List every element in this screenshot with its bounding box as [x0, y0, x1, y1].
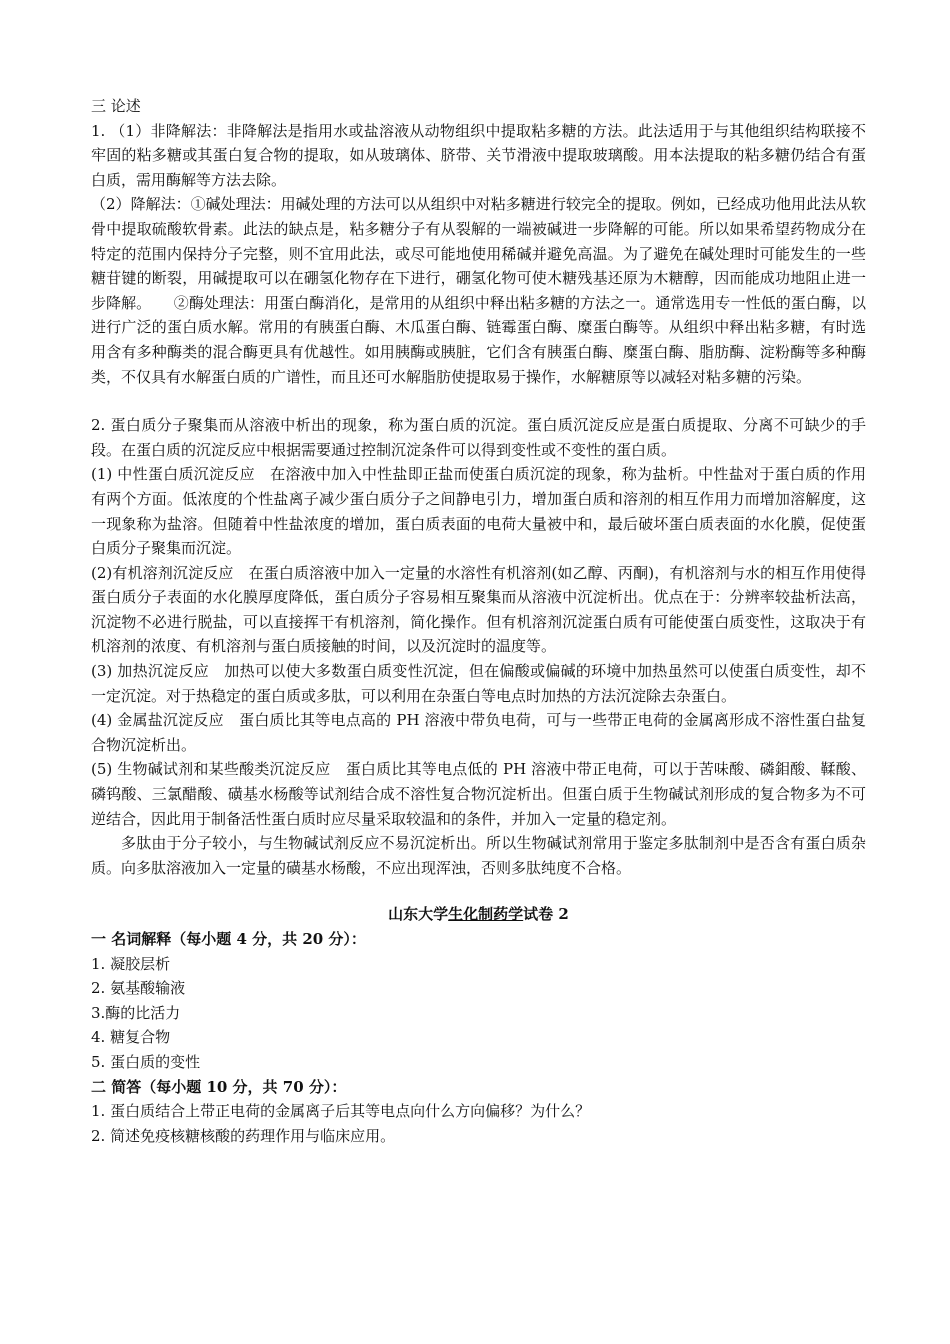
section2-item: 2. 简述免疫核糖核酸的药理作用与临床应用。	[91, 1126, 396, 1145]
section1-item: 3.酶的比活力	[91, 1003, 181, 1022]
answer2-item4: (4) 金属盐沉淀反应 蛋白质比其等电点高的 PH 溶液中带负电荷，可与一些带正电荷的金属离形成不溶性蛋白盐复合物沉淀析出。	[91, 711, 866, 754]
answer2-intro: 2. 蛋白质分子聚集而从溶液中析出的现象，称为蛋白质的沉淀。蛋白质沉淀反应是蛋白质提取、分离不可缺少的手段。在蛋白质的沉淀反应中根据需要通过控制沉淀条件可以得到变性或不变性的蛋白质。	[91, 416, 866, 459]
exam-title-prefix: 山东大学	[388, 905, 449, 924]
section-title: 三 论述	[91, 97, 141, 115]
answer1-para1: 1. （1）非降解法：非降解法是指用水或盐溶液从动物组织中提取粘多糖的方法。此法适用于与其他组织结构联接不牢固的粘多糖或其蛋白复合物的提取，如从玻璃体、脐带、关节滑液中提取玻璃酸。用本法提取的粘多糖仍结合有蛋白质，需用酶解等方法去除。	[91, 121, 866, 189]
section1-item: 1. 凝胶层析	[91, 954, 171, 973]
section1-item: 4. 糖复合物	[91, 1028, 171, 1047]
paragraph-gap	[91, 880, 866, 902]
section1-item: 5. 蛋白质的变性	[91, 1052, 201, 1071]
paragraph-gap	[91, 389, 866, 413]
answer1-para2: （2）降解法：①碱处理法：用碱处理的方法可以从组织中对粘多糖进行较完全的提取。例如，已经成功他用此法从软骨中提取硫酸软骨素。此法的缺点是，粘多糖分子有从裂解的一端被碱进一步降解的可能。所以如果希望药物成分在特定的范围内保持分子完整，则不宜用此法，或尽可能地使用稀碱并避免高温。为了避免在碱处理时可能发生的一些糖苷键的断裂，用碱提取可以在硼氢化物存在下进行，硼氢化物可使木糖残基还原为木糖醇，因而能成功地阻止进一步降解。 ②酶处理法：用蛋白酶消化，是常用的从组织中释出粘多糖的方法之一。通常选用专一性低的蛋白酶，以进行广泛的蛋白质水解。常用的有胰蛋白酶、木瓜蛋白酶、链霉蛋白酶、糜蛋白酶等。从组织中释出粘多糖，有时选用含有多种酶类的混合酶更具有优越性。如用胰酶或胰脏，它们含有胰蛋白酶、糜蛋白酶、脂肪酶、淀粉酶等多种酶类，不仅具有水解蛋白质的广谱性，而且还可水解脂肪使提取易于操作，水解糖原等以减轻对粘多糖的污染。	[91, 195, 866, 386]
section1-item: 2. 氨基酸输液	[91, 979, 186, 998]
exam-title-underlined: 生化制药学	[448, 905, 524, 924]
document-page	[91, 94, 866, 1148]
section1-heading: 一 名词解释（每小题 4 分，共 20 分）：	[91, 930, 366, 948]
answer2-item1: (1) 中性蛋白质沉淀反应 在溶液中加入中性盐即正盐而使蛋白质沉淀的现象，称为盐析。中性盐对于蛋白质的作用有两个方面。低浓度的个性盐离子减少蛋白质分子之间静电引力，增加蛋白质和溶剂的相互作用力而增加溶解度，这一现象称为盐溶。但随着中性盐浓度的增加，蛋白质表面的电荷大量被中和，最后破坏蛋白质表面的水化膜，促使蛋白质分子聚集而沉淀。	[91, 465, 866, 558]
exam-title-suffix: 试卷 2	[523, 905, 569, 924]
answer2-item3: (3) 加热沉淀反应 加热可以使大多数蛋白质变性沉淀，但在偏酸或偏碱的环境中加热虽然可以使蛋白质变性，却不一定沉淀。对于热稳定的蛋白质或多肽，可以利用在杂蛋白等电点时加热的方法沉淀除去杂蛋白。	[91, 662, 866, 705]
exam-title	[91, 902, 866, 927]
section2-item: 1. 蛋白质结合上带正电荷的金属离子后其等电点向什么方向偏移？为什么？	[91, 1102, 591, 1121]
answer2-note: 多肽由于分子较小，与生物碱试剂反应不易沉淀析出。所以生物碱试剂常用于鉴定多肽制剂中是否含有蛋白质杂质。向多肽溶液加入一定量的磺基水杨酸，不应出现浑浊，否则多肽纯度不合格。	[91, 834, 866, 877]
answer2-item2: (2)有机溶剂沉淀反应 在蛋白质溶液中加入一定量的水溶性有机溶剂(如乙醇、丙酮)，有机溶剂与水的相互作用使得蛋白质分子表面的水化膜厚度降低，蛋白质分子容易相互聚集而从溶液中沉淀析出。优点在于：分辨率较盐析法高，沉淀物不必进行脱盐，可以直接挥干有机溶剂，简化操作。但有机溶剂沉淀蛋白质有可能使蛋白质变性，这取决于有机溶剂的浓度、有机溶剂与蛋白质接触的时间，以及沉淀时的温度等。	[91, 563, 866, 656]
section2-heading: 二 简答（每小题 10 分，共 70 分）：	[91, 1077, 347, 1096]
answer2-item5: (5) 生物碱试剂和某些酸类沉淀反应 蛋白质比其等电点低的 PH 溶液中带正电荷，可以于苦味酸、磷鉬酸、鞣酸、磷钨酸、三氯醋酸、磺基水杨酸等试剂结合成不溶性复合物沉淀析出。但蛋白质于生物碱试剂形成的复合物多为不可逆结合，因此用于制备活性蛋白质时应尽量采取较温和的条件，并加入一定量的稳定剂。	[91, 760, 866, 828]
